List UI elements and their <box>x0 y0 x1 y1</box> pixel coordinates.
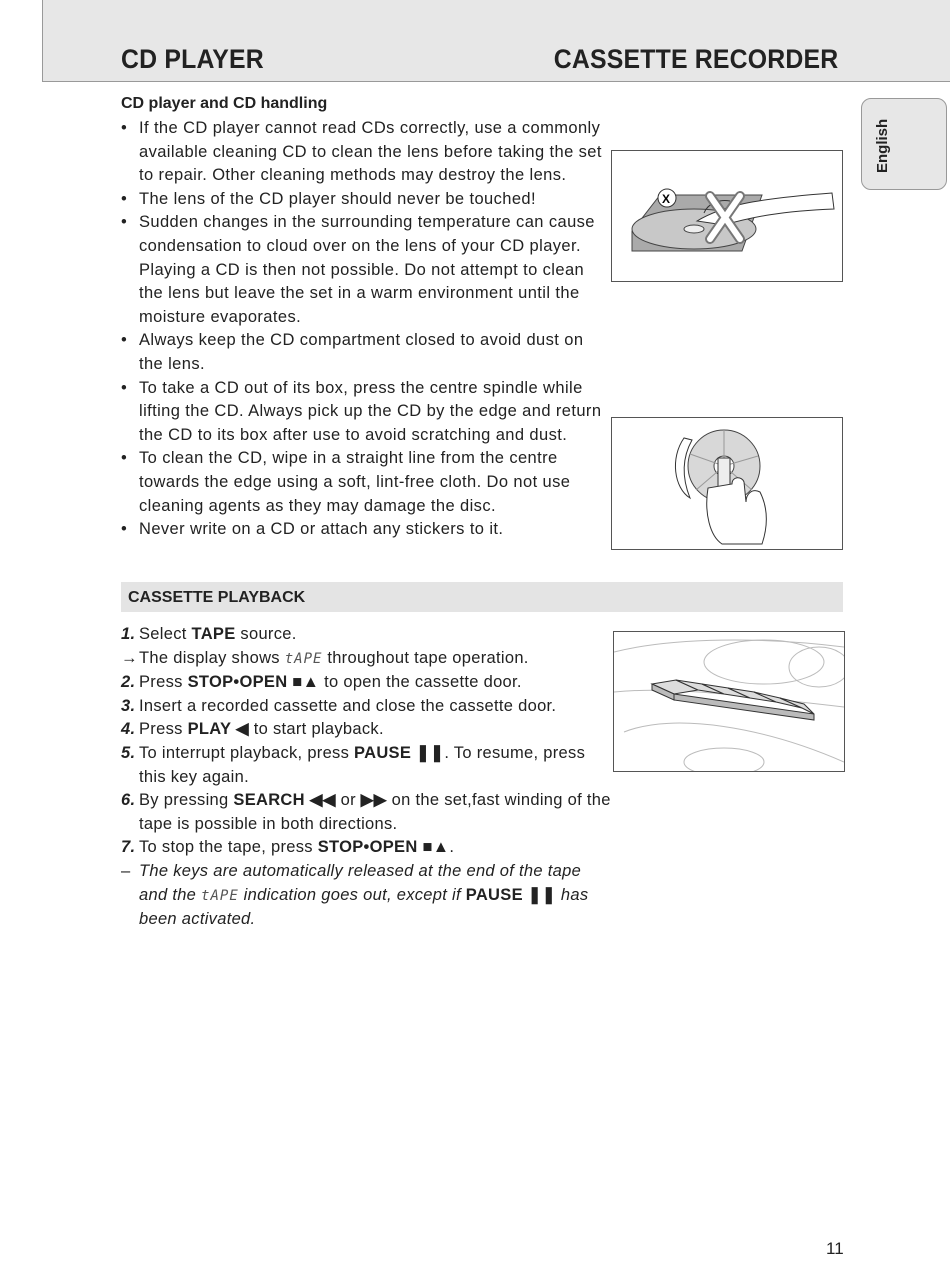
step-7 <box>121 836 611 860</box>
language-tab[interactable] <box>861 98 947 190</box>
step-number: 2. <box>121 673 136 692</box>
step-number: 6. <box>121 791 136 810</box>
step-note <box>121 860 611 932</box>
key-label: PAUSE ❚❚ <box>465 885 557 904</box>
key-label: PAUSE ❚❚ <box>354 743 445 762</box>
header-right-title: CASSETTE RECORDER <box>553 44 838 74</box>
step-text: has been activated. <box>139 885 589 929</box>
cassette-steps <box>121 623 611 932</box>
list-item: • Always keep the CD compartment closed to avoid dust on the lens. <box>121 329 605 376</box>
step-5 <box>121 742 611 789</box>
cassette-section-heading: CASSETTE PLAYBACK <box>128 589 306 606</box>
key-label: STOP•OPEN ■▲ <box>317 838 450 857</box>
list-item: • Never write on a CD or attach any stickers to it. <box>121 518 605 542</box>
step-text: throughout tape operation. <box>322 648 529 667</box>
header-band <box>42 0 950 82</box>
cd-bullet-list <box>121 117 605 542</box>
step-1 <box>121 623 611 647</box>
list-item: • The lens of the CD player should never be touched! <box>121 188 605 212</box>
step-text: source. <box>235 625 297 643</box>
step-4 <box>121 718 611 742</box>
header-left-title: CD PLAYER <box>121 44 264 74</box>
step-text: Press <box>139 673 188 692</box>
step-text: or <box>335 791 361 810</box>
step-text: indication goes out, except if <box>238 885 466 904</box>
lcd-display-text: tAPE <box>201 887 239 904</box>
step-text: on the set,fast winding of the tape is possible in both directions. <box>139 791 611 833</box>
key-label: SEARCH ◀◀ <box>233 791 336 810</box>
step-3 <box>121 695 611 719</box>
step-text: Insert a recorded cassette and close the cassette door. <box>139 696 557 715</box>
lens-illustration <box>611 150 843 282</box>
step-text: Press <box>139 720 188 739</box>
key-label: ▶▶ <box>360 791 387 810</box>
step-number: 5. <box>121 743 136 762</box>
cd-section-heading: CD player and CD handling <box>121 95 328 112</box>
step-2 <box>121 671 611 695</box>
step-number: 4. <box>121 720 136 739</box>
step-number: 1. <box>121 625 136 643</box>
step-text: to start playback. <box>248 720 384 739</box>
dash-marker: – <box>121 861 131 880</box>
step-text: . To resume, press this key again. <box>139 743 586 786</box>
step-text: To stop the tape, press <box>139 838 318 857</box>
page-number: 11 <box>826 1239 844 1258</box>
svg-text:X: X <box>662 192 671 206</box>
step-text: Select <box>139 625 192 643</box>
step-text: to open the cassette door. <box>319 673 522 692</box>
list-item: • If the CD player cannot read CDs correctly, use a commonly available cleaning CD to clean the lens before taking the set to repair. Other cleaning methods may destroy the lens. <box>121 117 605 188</box>
key-label: TAPE <box>191 625 236 643</box>
step-text: The display shows <box>139 648 285 667</box>
step-number: 7. <box>121 838 136 857</box>
list-item: • To take a CD out of its box, press the centre spindle while lifting the CD. Always pick up the CD by the edge and return the CD to its box after use to avoid scratching and dust. <box>121 377 605 448</box>
cd-cleaning-illustration <box>611 417 843 550</box>
step-text: The keys are automatically released at the end of the tape and the <box>139 861 582 904</box>
step-6 <box>121 789 611 836</box>
cassette-keys-illustration <box>613 631 845 772</box>
step-text: . <box>449 838 455 857</box>
step-text: To interrupt playback, press <box>139 743 355 762</box>
language-tab-label: English <box>874 118 891 173</box>
lcd-display-text: tAPE <box>284 650 323 667</box>
step-number: 3. <box>121 696 136 715</box>
step-arrow-note <box>121 647 611 672</box>
list-item: • To clean the CD, wipe in a straight line from the centre towards the edge using a soft, lint-free cloth. Do not use cleaning agents as they may damage the disc. <box>121 447 605 518</box>
arrow-icon: → <box>121 648 138 667</box>
list-item: • Sudden changes in the surrounding temperature can cause condensation to cloud over on the lens of your CD player. Playing a CD is then not possible. Do not attempt to clean the lens but leave the set in a warm environment until the moisture evaporates. <box>121 211 605 329</box>
cassette-section-bar <box>121 582 843 612</box>
key-label: PLAY ◀ <box>187 720 249 739</box>
step-text: By pressing <box>139 791 234 810</box>
key-label: STOP•OPEN ■▲ <box>187 673 320 692</box>
